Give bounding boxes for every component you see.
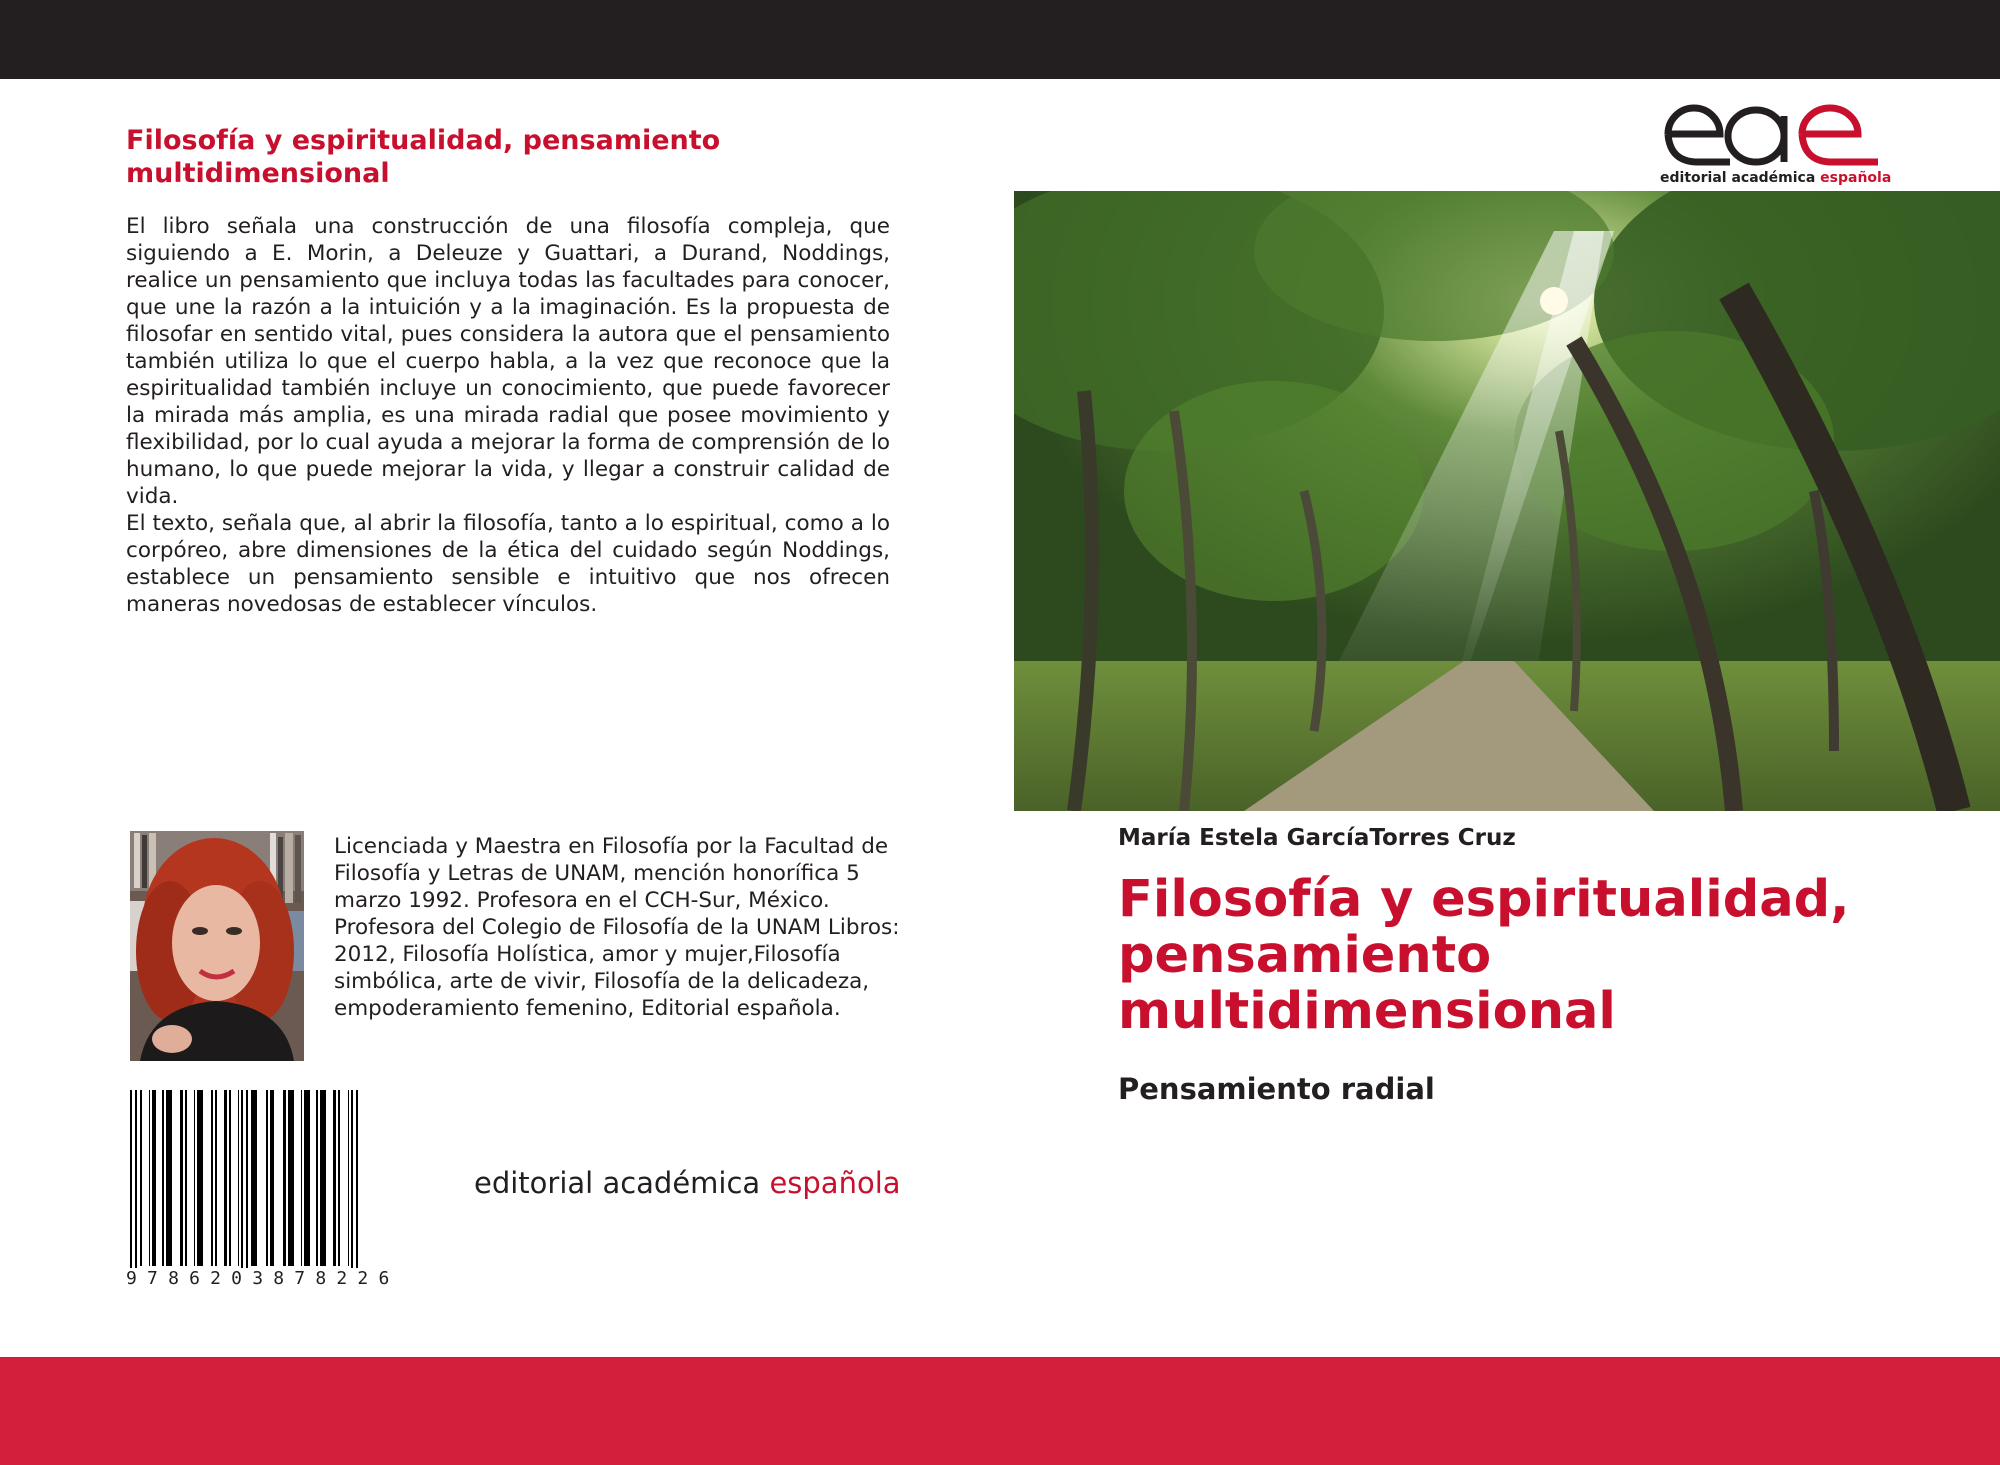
barcode-bar: [197, 1090, 203, 1266]
publisher-name-back: [474, 1166, 901, 1200]
front-cover-title: Filosofía y espiritualidad, pensamiento multidimensional: [1118, 870, 1850, 1041]
barcode-bar: [166, 1090, 172, 1266]
barcode-bar: [338, 1090, 340, 1266]
front-cover-subtitle: Pensamiento radial: [1118, 1072, 1435, 1106]
logo-text-main: editorial académica: [1660, 170, 1821, 186]
barcode-bar: [301, 1090, 302, 1266]
barcode-bar: [135, 1090, 137, 1290]
barcode-bar: [130, 1090, 132, 1290]
barcode-bar: [215, 1090, 217, 1266]
barcode-bar: [251, 1090, 257, 1266]
forest-cover-photo: [1014, 191, 2000, 811]
barcode-bar: [149, 1090, 150, 1266]
barcode-bar: [162, 1090, 164, 1266]
barcode-bar: [246, 1090, 248, 1290]
logo-text-accent: española: [1820, 170, 1892, 186]
barcode-bar: [185, 1090, 187, 1266]
barcode-bar: [229, 1090, 231, 1266]
author-bio: Licenciada y Maestra en Filosofía por la Facultad de Filosofía y Letras de UNAM, mención honorífica 5 marzo 1992. Profesora en el CCH-Sur, México. Profesora del Colegio de Filosofía de la UNAM Libros: 2012, Filosofía Holística, amor y mujer,Filosofía simbólica, arte de vivir, Filosofía de la delicadeza, empoderamiento femenino, Editorial española.: [334, 834, 900, 1021]
back-cover-blurb: [126, 213, 890, 618]
barcode-bar: [238, 1090, 239, 1266]
barcode-bar: [348, 1090, 349, 1266]
front-author-name: María Estela GarcíaTorres Cruz: [1118, 825, 1516, 851]
logo-text: [1660, 170, 1892, 186]
barcode-bar: [333, 1090, 336, 1266]
barcode-bar: [241, 1090, 243, 1290]
barcode-bar: [211, 1090, 213, 1266]
barcode-bar: [320, 1090, 326, 1266]
barcode-bar: [194, 1090, 195, 1266]
top-bar: [0, 0, 2000, 79]
blurb-paragraph: El libro señala una construcción de una filosofía compleja, que siguiendo a E. Morin, a Deleuze y Guattari, a Durand, Noddings, realice un pensamiento que incluya todas las facultades para conocer, que une la razón a la intuición y a la imaginación. Es la propuesta de filosofar en sentido vital, pues considera la autora que el pensamiento también utiliza lo que el cuerpo habla, a la vez que reconoce que la espiritualidad también incluye un conocimiento, que puede favorecer la mirada más amplia, es una mirada radial que posee movimiento y flexibilidad, por lo cual ayuda a mejorar la forma de comprensión de lo humano, lo que puede mejorar la vida, y llegar a construir calidad de vida.: [126, 214, 890, 509]
barcode-bar: [266, 1090, 268, 1266]
blurb-paragraph: El texto, señala que, al abrir la filosofía, tanto a lo espiritual, como a lo corpóreo, abre dimensiones de la ética del cuidado según Noddings, establece un pensamiento sensible e intuitivo que nos ofrecen maneras novedosas de establecer vínculos.: [126, 511, 890, 617]
barcode-bar: [270, 1090, 274, 1266]
publisher-name-main: editorial académica: [474, 1166, 770, 1200]
barcode-bar: [288, 1090, 294, 1266]
barcode-bar: [351, 1090, 353, 1290]
barcode-bar: [304, 1090, 310, 1266]
barcode-bar: [224, 1090, 227, 1266]
bottom-bar: [0, 1357, 2000, 1465]
barcode-bar: [140, 1090, 142, 1266]
isbn-barcode: [126, 1090, 458, 1290]
isbn-number: 9786203878226: [126, 1268, 456, 1290]
publisher-name-accent: española: [769, 1166, 901, 1200]
barcode-bar: [152, 1090, 156, 1266]
back-cover-title: Filosofía y espiritualidad, pensamiento multidimensional: [126, 125, 721, 189]
barcode-bar: [180, 1090, 183, 1266]
barcode-bar: [316, 1090, 318, 1266]
barcode-bar: [283, 1090, 286, 1266]
author-photo: [130, 831, 304, 1061]
barcode-bar: [356, 1090, 358, 1290]
